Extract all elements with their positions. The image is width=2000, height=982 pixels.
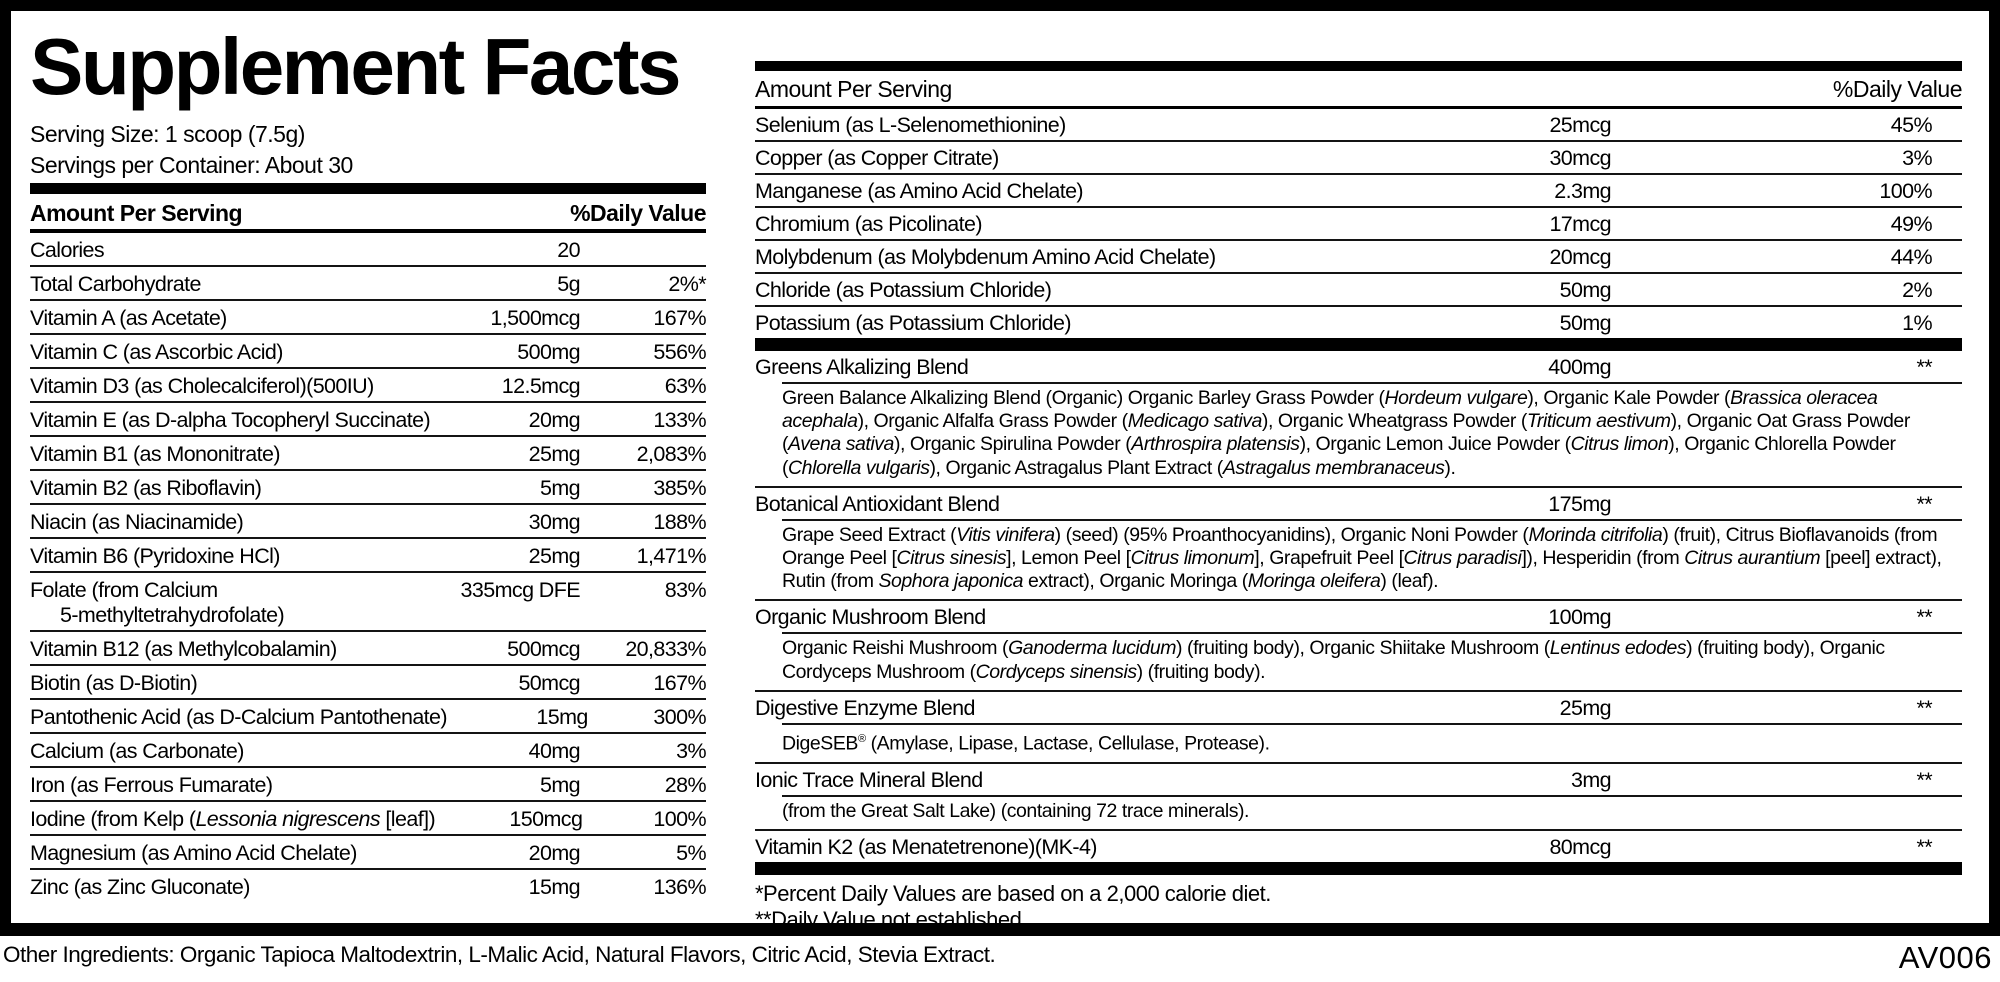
nutrient-daily-value: 188% [653, 510, 706, 534]
footnote-not-established: **Daily Value not established. [755, 906, 1027, 932]
nutrient-daily-value: 136% [653, 875, 706, 899]
nutrient-name: Botanical Antioxidant Blend [755, 491, 1000, 516]
left-table-header [30, 194, 706, 233]
section-divider-bar [755, 61, 1962, 71]
nutrient-amount: 100mg [1548, 605, 1611, 630]
blend-section [755, 599, 1962, 689]
table-row [30, 666, 706, 700]
nutrient-name: Vitamin B1 (as Mononitrate) [30, 442, 280, 466]
table-row [755, 488, 1962, 519]
footnote-daily-values: *Percent Daily Values are based on a 2,000 calorie diet. [755, 880, 1271, 906]
nutrient-daily-value: 49% [1890, 212, 1932, 236]
table-row [30, 700, 706, 734]
table-row [755, 764, 1962, 795]
blend-ingredients: Grape Seed Extract (Vitis vinifera) (seed) (95% Proanthocyanidins), Organic Noni Powder (Morinda citrifolia) (fruit), Citrus Bioflavanoids (from Orange Peel [Citrus sinesis], Lemon Peel [Citrus limonum], Grapefruit Peel [Citrus paradisi]), Hesperidin (from Citrus aurantium [peel] extract), Rutin (from Sophora japonica extract), Organic Moringa (Moringa oleifera) (leaf). [782, 519, 1962, 600]
nutrient-amount: 50mcg [518, 671, 580, 695]
right-table-header [755, 71, 1962, 109]
nutrient-daily-value: 100% [653, 807, 706, 831]
amount-per-serving-header: Amount Per Serving [755, 76, 952, 102]
nutrient-amount: 25mg [528, 442, 580, 466]
daily-value-header: %Daily Value [1832, 76, 1962, 102]
table-row [30, 471, 706, 505]
section-divider-bar [755, 338, 1962, 351]
table-row [755, 175, 1962, 208]
nutrient-name: Zinc (as Zinc Gluconate) [30, 875, 250, 899]
nutrient-name: Total Carbohydrate [30, 272, 201, 296]
nutrient-amount: 25mcg [1549, 113, 1611, 137]
nutrient-daily-value: 2%* [668, 272, 706, 296]
table-row [755, 307, 1962, 338]
product-code: AV006 [1898, 940, 1992, 975]
nutrient-daily-value: 3% [1902, 146, 1932, 170]
blend-ingredients: (from the Great Salt Lake) (containing 72 trace minerals). [782, 795, 1962, 829]
nutrient-amount: 20mg [528, 841, 580, 865]
table-row [755, 601, 1962, 632]
nutrient-name: Vitamin B2 (as Riboflavin) [30, 476, 262, 500]
table-row [755, 208, 1962, 241]
nutrient-daily-value: 63% [664, 374, 706, 398]
blend-section [755, 762, 1962, 829]
table-row [30, 836, 706, 870]
nutrient-amount: 25mg [1559, 695, 1611, 720]
table-row [30, 632, 706, 666]
nutrient-name: Potassium (as Potassium Chloride) [755, 311, 1071, 335]
table-row [30, 233, 706, 267]
nutrient-name: Calcium (as Carbonate) [30, 739, 244, 763]
nutrient-name: Digestive Enzyme Blend [755, 695, 975, 720]
nutrient-amount: 400mg [1548, 355, 1611, 379]
nutrient-name: Selenium (as L-Selenomethionine) [755, 113, 1066, 137]
nutrient-amount: 2.3mg [1554, 179, 1611, 203]
nutrient-amount: 17mcg [1549, 212, 1611, 236]
table-row [755, 241, 1962, 274]
table-row [755, 142, 1962, 175]
nutrient-amount: 20 [557, 238, 580, 262]
nutrient-name: Calories [30, 238, 105, 262]
nutrient-amount: 15mg [536, 705, 588, 729]
table-row [30, 369, 706, 403]
nutrient-daily-value: 167% [653, 306, 706, 330]
section-divider-bar [30, 183, 706, 194]
nutrient-name: Niacin (as Niacinamide) [30, 510, 244, 534]
nutrient-amount: 5mg [539, 773, 580, 797]
nutrient-daily-value: 385% [653, 476, 706, 500]
table-row [30, 734, 706, 768]
blend-section [755, 486, 1962, 600]
table-row [30, 267, 706, 301]
nutrient-daily-value: 45% [1890, 113, 1932, 137]
nutrient-daily-value: 5% [676, 841, 706, 865]
nutrient-name-line2: 5-methyltetrahydrofolate) [60, 603, 284, 627]
blend-section [755, 690, 1962, 762]
nutrient-name: Magnesium (as Amino Acid Chelate) [30, 841, 357, 865]
table-row [30, 768, 706, 802]
table-row [30, 335, 706, 369]
left-column [30, 19, 706, 902]
nutrient-amount: 5mg [539, 476, 580, 500]
blend-ingredients: Green Balance Alkalizing Blend (Organic) Organic Barley Grass Powder (Hordeum vulgare), Organic Kale Powder (Brassica oleracea acephala), Organic Alfalfa Grass Powder (Medicago sativa), Organic Wheatgrass Powder (Triticum aestivum), Organic Oat Grass Powder (Avena sativa), Organic Spirulina Powder (Arthrospira platensis), Organic Lemon Juice Powder (Citrus limon), Organic Chlorella Powder (Chlorella vulgaris), Organic Astragalus Plant Extract (Astragalus membranaceus). [782, 382, 1962, 486]
blend-ingredients: DigeSEB® (Amylase, Lipase, Lactase, Cellulase, Protease). [782, 723, 1962, 762]
table-row [30, 403, 706, 437]
nutrient-name: Vitamin A (as Acetate) [30, 306, 227, 330]
nutrient-name: Vitamin B6 (Pyridoxine HCl) [30, 544, 280, 568]
table-row [755, 829, 1962, 862]
table-row [30, 539, 706, 573]
nutrient-amount: 12.5mcg [501, 374, 580, 398]
serving-info [30, 119, 706, 181]
nutrient-daily-value: 28% [664, 773, 706, 797]
nutrient-amount: 500mcg [507, 637, 580, 661]
nutrient-daily-value: 2,083% [636, 442, 706, 466]
nutrient-name: Ionic Trace Mineral Blend [755, 767, 983, 792]
nutrient-name: Biotin (as D-Biotin) [30, 671, 198, 695]
nutrient-name: Manganese (as Amino Acid Chelate) [755, 179, 1083, 203]
nutrient-amount: 500mg [517, 340, 580, 364]
nutrient-name: Pantothenic Acid (as D-Calcium Pantothenate) [30, 705, 447, 729]
nutrient-daily-value: ** [1916, 834, 1932, 859]
nutrient-name: Iodine (from Kelp (Lessonia nigrescens [leaf]) [30, 807, 436, 831]
nutrient-amount: 20mg [528, 408, 581, 432]
nutrient-amount: 40mg [528, 739, 580, 763]
nutrient-daily-value: 556% [653, 340, 706, 364]
nutrient-amount: 150mcg [509, 807, 583, 831]
label-footer [0, 936, 2000, 982]
nutrient-amount: 175mg [1548, 491, 1611, 516]
nutrient-daily-value: ** [1916, 605, 1932, 630]
nutrient-amount: 20mcg [1549, 245, 1611, 269]
nutrient-amount: 50mg [1559, 278, 1611, 302]
amount-per-serving-header: Amount Per Serving [30, 200, 243, 226]
nutrient-amount: 80mcg [1549, 834, 1611, 859]
nutrient-name: Chromium (as Picolinate) [755, 212, 982, 236]
table-row [30, 870, 706, 902]
nutrient-name: Organic Mushroom Blend [755, 605, 986, 630]
blend-ingredients: Organic Reishi Mushroom (Ganoderma lucidum) (fruiting body), Organic Shiitake Mushroom (Lentinus edodes) (fruiting body), Organic Cordyceps Mushroom (Cordyceps sinensis) (fruiting body). [782, 632, 1962, 689]
nutrient-daily-value: 100% [1879, 179, 1932, 203]
nutrient-name: Folate (from Calcium 5-methyltetrahydrofolate) [30, 578, 430, 628]
table-row [30, 437, 706, 471]
other-ingredients: Other Ingredients: Organic Tapioca Maltodextrin, L-Malic Acid, Natural Flavors, Citric Acid, Stevia Extract. [3, 942, 996, 967]
nutrient-daily-value: 2% [1902, 278, 1932, 302]
nutrient-daily-value: 133% [653, 408, 706, 432]
nutrient-amount: 3mg [1570, 767, 1611, 792]
serving-size: Serving Size: 1 scoop (7.5g) [30, 121, 305, 147]
proprietary-blends [755, 351, 1962, 829]
nutrient-amount: 30mg [528, 510, 580, 534]
nutrient-amount: 5g [557, 272, 580, 296]
right-nutrient-table [755, 109, 1962, 338]
nutrient-amount: 335mcg DFE [460, 578, 580, 602]
daily-value-header: %Daily Value [570, 200, 706, 226]
section-divider-bar [755, 862, 1962, 875]
nutrient-amount: 50mg [1559, 311, 1611, 335]
nutrient-daily-value: ** [1916, 695, 1932, 720]
nutrient-daily-value: 1% [1902, 311, 1932, 335]
table-row [755, 274, 1962, 307]
blend-section [755, 351, 1962, 486]
table-row [30, 505, 706, 539]
nutrient-amount: 1,500mcg [490, 306, 580, 330]
nutrient-daily-value: 44% [1890, 245, 1932, 269]
nutrient-name: Chloride (as Potassium Chloride) [755, 278, 1052, 302]
nutrient-amount: 25mg [528, 544, 580, 568]
table-row [30, 573, 706, 632]
nutrient-daily-value: 1,471% [636, 544, 706, 568]
table-row [755, 692, 1962, 723]
nutrient-name: Vitamin B12 (as Methylcobalamin) [30, 637, 337, 661]
table-row [755, 351, 1962, 382]
nutrient-daily-value: ** [1916, 491, 1932, 516]
nutrient-daily-value: 3% [676, 739, 706, 763]
table-row [30, 301, 706, 335]
nutrient-amount: 30mcg [1549, 146, 1611, 170]
nutrient-daily-value: 300% [653, 705, 706, 729]
nutrient-name: Vitamin C (as Ascorbic Acid) [30, 340, 283, 364]
panel-title: Supplement Facts [30, 22, 680, 111]
nutrient-name: Iron (as Ferrous Fumarate) [30, 773, 273, 797]
nutrient-name: Vitamin D3 (as Cholecalciferol)(500IU) [30, 374, 374, 398]
servings-per-container: Servings per Container: About 30 [30, 152, 353, 178]
nutrient-daily-value: ** [1916, 767, 1932, 792]
nutrient-name: Vitamin K2 (as Menatetrenone)(MK-4) [755, 834, 1097, 859]
left-nutrient-table [30, 233, 706, 902]
nutrient-name: Greens Alkalizing Blend [755, 355, 969, 379]
nutrient-name: Copper (as Copper Citrate) [755, 146, 999, 170]
table-row [755, 109, 1962, 142]
table-row [30, 802, 706, 836]
nutrient-daily-value: 20,833% [625, 637, 706, 661]
nutrient-daily-value: ** [1916, 355, 1932, 379]
footnotes [755, 881, 1962, 933]
nutrient-daily-value: 83% [664, 578, 706, 602]
nutrient-daily-value: 167% [653, 671, 706, 695]
nutrient-amount: 15mg [528, 875, 580, 899]
nutrient-name: Molybdenum (as Molybdenum Amino Acid Chelate) [755, 245, 1216, 269]
right-column [755, 61, 1962, 933]
nutrient-name: Vitamin E (as D-alpha Tocopheryl Succinate) [30, 408, 431, 432]
